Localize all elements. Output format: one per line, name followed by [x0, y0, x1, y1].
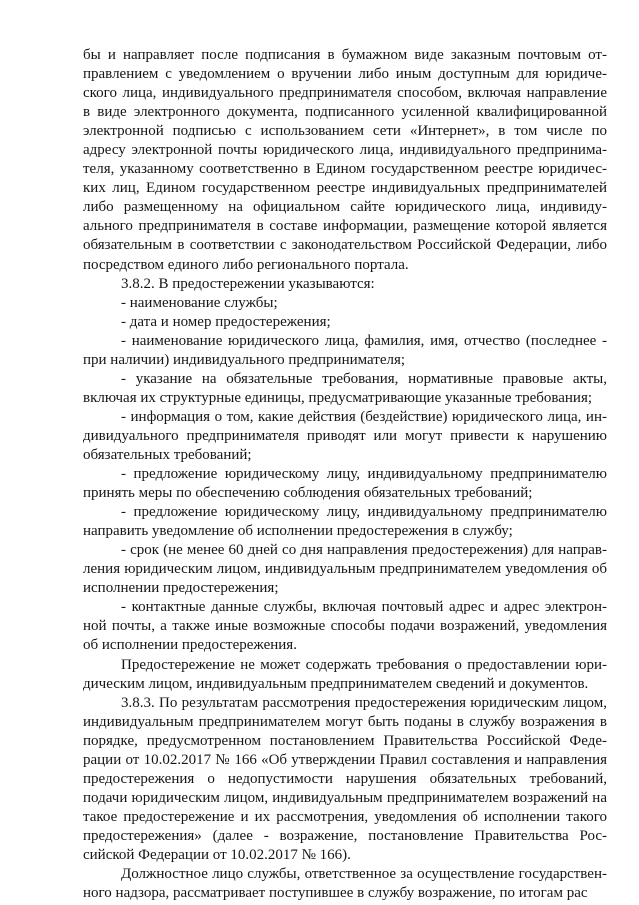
list-item-notification-proposal: - предложение юридическому лицу, индивидуальному предпринимателю направить уведомление об исполнении предостережения в службу; — [83, 504, 607, 540]
list-item-deadline: - срок (не менее 60 дней со дня направления предостережения) для направления юридическим лицом, индивидуальным предпринимателем уведомления об исполнении предостережения; — [83, 542, 607, 597]
list-item-mandatory-requirements: - указание на обязательные требования, нормативные правовые акты, включая их структурные единицы, предусматривающие указанные требования; — [83, 370, 607, 406]
list-item-violating-actions: - информация о том, какие действия (бездействие) юридического лица, индивидуального предпринимателя приводят или могут привести к нарушению обязательных требований; — [83, 408, 607, 463]
paragraph-official-review: Должностное лицо службы, ответственное за осуществление государственного надзора, рассматривает поступившее в службу возражение, по итогам рас — [83, 866, 607, 902]
paragraph-sending-procedure: бы и направляет после подписания в бумажном виде заказным почтовым отправлением с уведомлением о вручении либо иным доступным для юридического лица, индивидуального предпринимателя способом, включая направление в виде электронного документа, подписанного усиленной квалифицированной электронной подписью с использованием сети «Интернет», в том числе по адресу электронной почты юридического лица, индивидуального предпринимателя, указанному соответственно в Едином государственном реестре юридических лиц, Едином государственном реестре индивидуальных предпринимателей либо размещенному на официальном сайте юридического лица, индивидуального предпринимателя в составе информации, размещение которой является обязательным в соответствии с законодательством Российской Федерации, либо посредством единого либо регионального портала. — [83, 47, 607, 273]
list-item-contact-data: - контактные данные службы, включая почтовый адрес и адрес электронной почты, а также иные возможные способы подачи возражений, уведомления об исполнении предостережения. — [83, 599, 607, 654]
paragraph-3-8-3-objections: 3.8.3. По результатам рассмотрения предостережения юридическим лицом, индивидуальным предпринимателем могут быть поданы в службу возражения в порядке, предусмотренном постановлением Правительства Российской Федерации от 10.02.2017 № 166 «Об утверждении Правил составления и направления предостережения о недопустимости нарушения обязательных требований, подачи юридическим лицом, индивидуальным предпринимателем возражений на такое предостережение и их рассмотрения, уведомления об исполнении такого предостережения» (далее - возражение, постановление Правительства Российской Федерации от 10.02.2017 № 166). — [83, 694, 607, 863]
list-item-date-number: - дата и номер предостережения; — [121, 313, 331, 330]
paragraph-content-restriction: Предостережение не может содержать требования о предоставлении юридическим лицом, индивидуальным предпринимателем сведений и документов. — [83, 656, 607, 692]
list-item-entity-name: - наименование юридического лица, фамилия, имя, отчество (последнее - при наличии) индивидуального предпринимателя; — [83, 332, 607, 368]
document-body — [83, 46, 607, 903]
paragraph-3-8-2-heading: 3.8.2. В предостережении указываются: — [121, 275, 375, 292]
list-item-service-name: - наименование службы; — [121, 294, 278, 311]
list-item-compliance-proposal: - предложение юридическому лицу, индивидуальному предпринимателю принять меры по обеспечению соблюдения обязательных требований; — [83, 466, 607, 502]
